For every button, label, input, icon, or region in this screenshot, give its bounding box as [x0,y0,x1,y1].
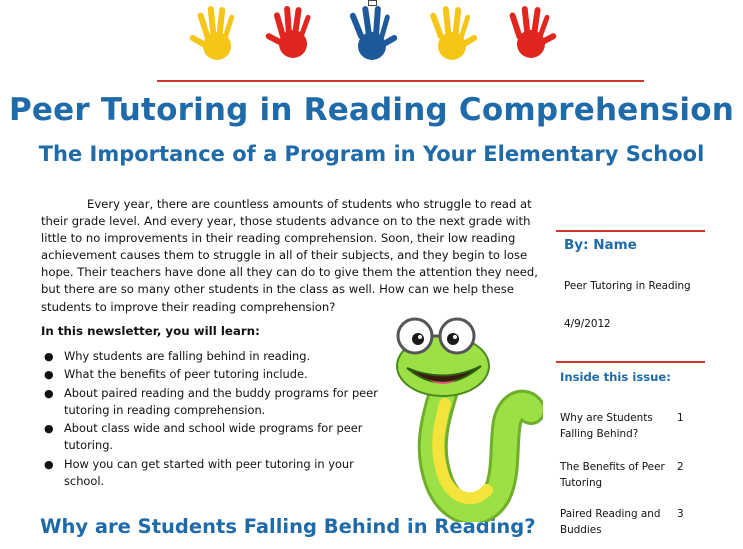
list-item: ● How you can get started with peer tutoring in your school. [44,456,354,489]
header-divider [157,80,644,82]
text-cursor-icon [368,0,377,6]
toc-item-page: 3 [677,508,684,520]
blue-hand-icon [344,4,400,66]
red-hand-icon [263,4,319,66]
inside-issue-heading: Inside this issue: [560,370,671,384]
sidebar-mid-divider [556,361,705,363]
toc-item-title: The Benefits of Peer Tutoring [560,461,665,489]
yellow-hand-icon [424,4,480,66]
toc-item-title: Paired Reading and Buddies [560,508,661,536]
red-hand-icon [503,4,559,66]
list-item: ● About paired reading and the buddy programs for peer tutoring in reading comprehension. [44,385,378,417]
toc-item[interactable] [560,459,690,491]
page-subtitle: The Importance of a Program in Your Elementary School [38,142,705,166]
toc-item-title: Why are Students Falling Behind? [560,412,653,440]
learn-list [41,348,381,491]
toc-item-page: 2 [677,461,684,473]
list-item: ● Why students are falling behind in reading. [44,349,311,363]
issue-date: 4/9/2012 [564,318,611,330]
toc-item-page: 1 [677,412,684,424]
learn-heading: In this newsletter, you will learn: [41,324,260,338]
toc-item[interactable] [560,410,690,442]
toc-item[interactable] [560,506,690,538]
intro-paragraph: Every year, there are countless amounts of students who struggle to read at their grade level. And every year, those students advance on to the next grade with little to no improvements in their reading comprehension. Soon, their low reading achievement causes them to struggle in all of their subjects, and they begin to lose hope. Their teachers have done all they can do to give them the attention they need, but there are so many other students in the class as well. How can we help these students to improve their reading comprehension? [41,197,538,314]
section-heading: Why are Students Falling Behind in Reading? [40,515,536,538]
list-item: ● What the benefits of peer tutoring include. [44,367,308,382]
yellow-hand-icon [187,4,243,66]
bookworm-illustration [385,314,543,526]
page-title: Peer Tutoring in Reading Comprehension [9,92,734,128]
list-item: ● About class wide and school wide programs for peer tutoring. [44,421,363,453]
newsletter-name: Peer Tutoring in Reading [564,280,691,292]
byline: By: Name [564,237,637,253]
sidebar-top-divider [556,230,705,232]
